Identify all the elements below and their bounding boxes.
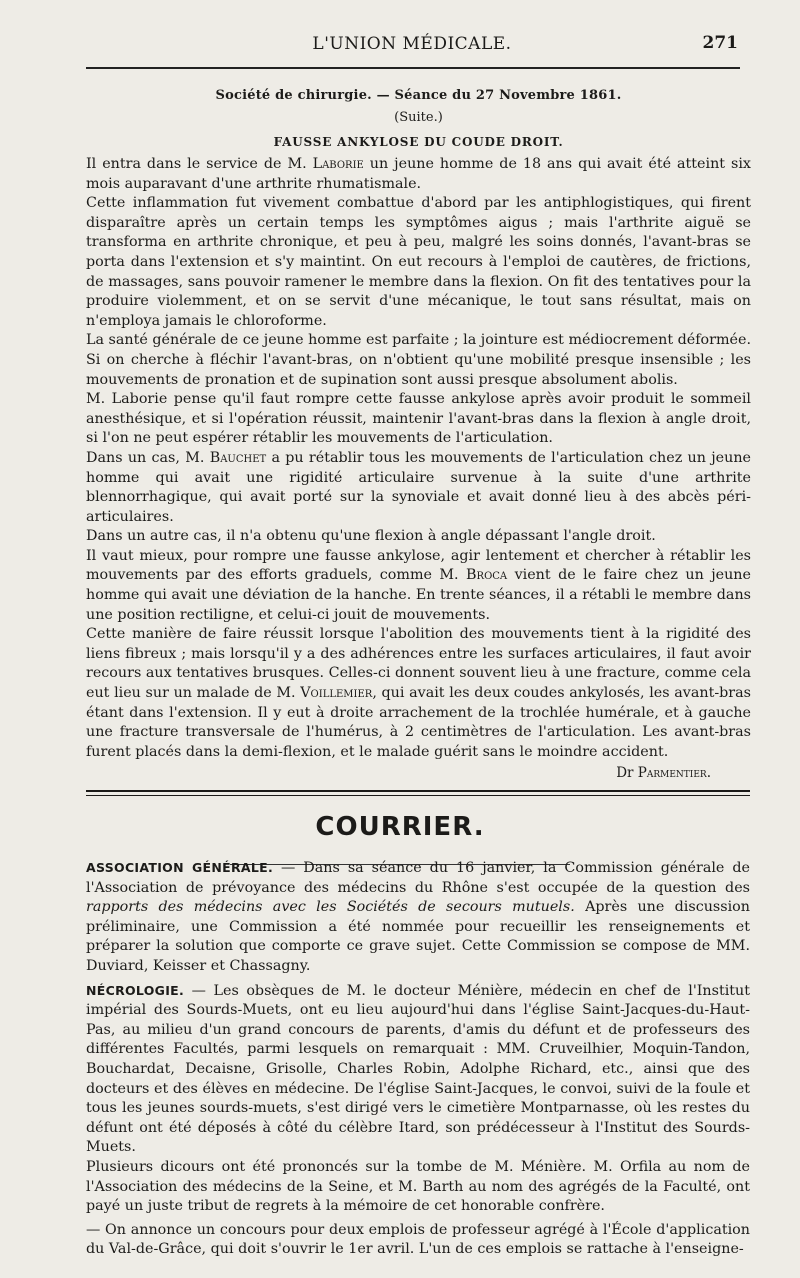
paragraph: M. Laborie pense qu'il faut rompre cette fausse ankylose après avoir produit le sommeil anesthésique, et si l'opération réussit, maintenir l'avant-bras dans la flexion à angle droit, si l'on ne peut espérer rétablir les mouvements de l'articulation. (86, 391, 751, 447)
paragraph: Dans un autre cas, il n'a obtenu qu'une flexion à angle dépassant l'angle droit. (86, 528, 656, 545)
society-heading: Société de chirurgie. — Séance du 27 Novembre 1861. (215, 88, 622, 103)
paragraph: Il vaut mieux, pour rompre une fausse ankylose, agir lentement et chercher à rétablir les mouvements par des efforts graduels, comme M. Broca vient de le faire chez un jeune homme qui avait une déviation de la hanche. En trente séances, il a rétabli le membre dans une position rectiligne, et celui-ci jouit de mouvements. (86, 547, 751, 623)
paragraph: Dans un cas, M. Bauchet a pu rétablir tous les mouvements de l'articulation chez un jeune homme qui avait une rigidité articulaire survenue à la suite d'une arthrite blennorrhagique, qui avait porté sur la synoviale et avait donné lieu à des abcès péri-articulaires. (86, 449, 751, 525)
paragraph: NÉCROLOGIE. — Les obsèques de M. le docteur Ménière, médecin en chef de l'Institut impérial des Sourds-Muets, ont eu lieu aujourd'hui dans l'église Saint-Jacques-du-Haut-Pas, au milieu d'un grand concours de parents, d'amis du défunt et de professeurs des différentes Facultés, parmi lesquels on remarquait : MM. Cruveilhier, Moquin-Tandon, Bouchardat, Decaisne, Grisolle, Charles Robin, Adolphe Richard, etc., ainsi que des docteurs et des élèves en médecine. De l'église Saint-Jacques, le convoi, suivi de la foule et tous les jeunes sourds-muets, s'est dirigé vers le cimetière Montparnasse, où les restes du défunt ont été déposés à côté du célèbre Itard, son prédécesseur à l'Institut des Sourds-Muets. (86, 982, 750, 1156)
suite-label: (Suite.) (394, 110, 443, 125)
paragraph: ASSOCIATION GÉNÉRALE. — Dans sa séance du 16 janvier, la Commission générale de l'Association de prévoyance des médecins du Rhône s'est occupée de la question des rapports des médecins avec les Sociétés de secours mutuels. Après une discussion préliminaire, une Commission a été nommée pour recueillir les renseignements et préparer la solution que comporte ce grave sujet. Cette Commission se compose de MM. Duviard, Keisser et Chassagny. (86, 860, 750, 974)
rubric-association: ASSOCIATION GÉNÉRALE. (86, 860, 273, 875)
author-name: Broca (466, 567, 508, 584)
author-name: Voillemier (300, 685, 373, 702)
courrier-section (86, 858, 750, 1260)
paragraph: La santé générale de ce jeune homme est parfaite ; la jointure est médiocrement déformée. Si on cherche à fléchir l'avant-bras, on n'obtient qu'une mobilité presque insensible ; les mouvements de pronation et de supination sont aussi presque absolument abolis. (86, 332, 751, 388)
running-title: L'UNION MÉDICALE. (312, 34, 512, 54)
paragraph: Il entra dans le service de M. Laborie un jeune homme de 18 ans qui avait été atteint six mois auparavant d'une arthrite rhumatismale. (86, 156, 751, 192)
header-rule (86, 67, 740, 69)
paragraph: Plusieurs dicours ont été prononcés sur la tombe de M. Ménière. M. Orfila au nom de l'Association des médecins de la Seine, et M. Barth au nom des agrégés de la Faculté, ont payé un juste tribut de regrets à la mémoire de cet honorable confrère. (86, 1158, 750, 1215)
page-number: 271 (702, 33, 738, 53)
running-header (86, 30, 738, 60)
rubric-necrologie: NÉCROLOGIE. (86, 982, 185, 998)
article-title: FAUSSE ANKYLOSE DU COUDE DROIT. (273, 135, 564, 149)
author-name: Bauchet (209, 449, 267, 466)
paragraph: Cette inflammation fut vivement combattue d'abord par les antiphlogistiques, qui firent disparaître après un certain temps les symptômes aigus ; mais l'arthrite aiguë se transforma en arthrite chronique, et peu à peu, malgré les soins donnés, l'avant-bras se porta dans l'extension et s'y maintint. On eut recours à l'emploi de cautères, de frictions, de massages, sans pouvoir ramener le membre dans la flexion. On fit des tentatives pour la produire violemment, et on se servit d'une mécanique, le tout sans résultat, mais on n'employa jamais le chloroforme. (86, 195, 751, 329)
courrier-title: COURRIER. (315, 812, 485, 842)
signature: Dr Parmentier. (616, 765, 711, 782)
paragraph: Cette manière de faire réussit lorsque l'abolition des mouvements tient à la rigidité des liens fibreux ; mais lorsqu'il y a des adhérences entre les surfaces articulaires, il faut avoir recours aux tentatives brusques. Celles-ci donnent souvent lieu à une fracture, comme cela eut lieu sur un malade de M. Voillemier, qui avait les deux coudes ankylosés, les avant-bras étant dans l'extension. Il y eut à droite arrachement de la trochlée humérale, et à gauche une fracture transversale de l'humérus, à 2 centimètres de l'articulation. Les avant-bras furent placés dans la demi-flexion, et le malade guérit sans le moindre accident. (86, 626, 751, 760)
paragraph: — On annonce un concours pour deux emplois de professeur agrégé à l'École d'application du Val-de-Grâce, qui doit s'ouvrir le 1er avril. L'un de ces emplois se rattache à l'enseigne- (86, 1221, 750, 1258)
section-divider (86, 790, 750, 796)
author-name: Laborie (312, 156, 364, 172)
society-article (86, 85, 751, 783)
